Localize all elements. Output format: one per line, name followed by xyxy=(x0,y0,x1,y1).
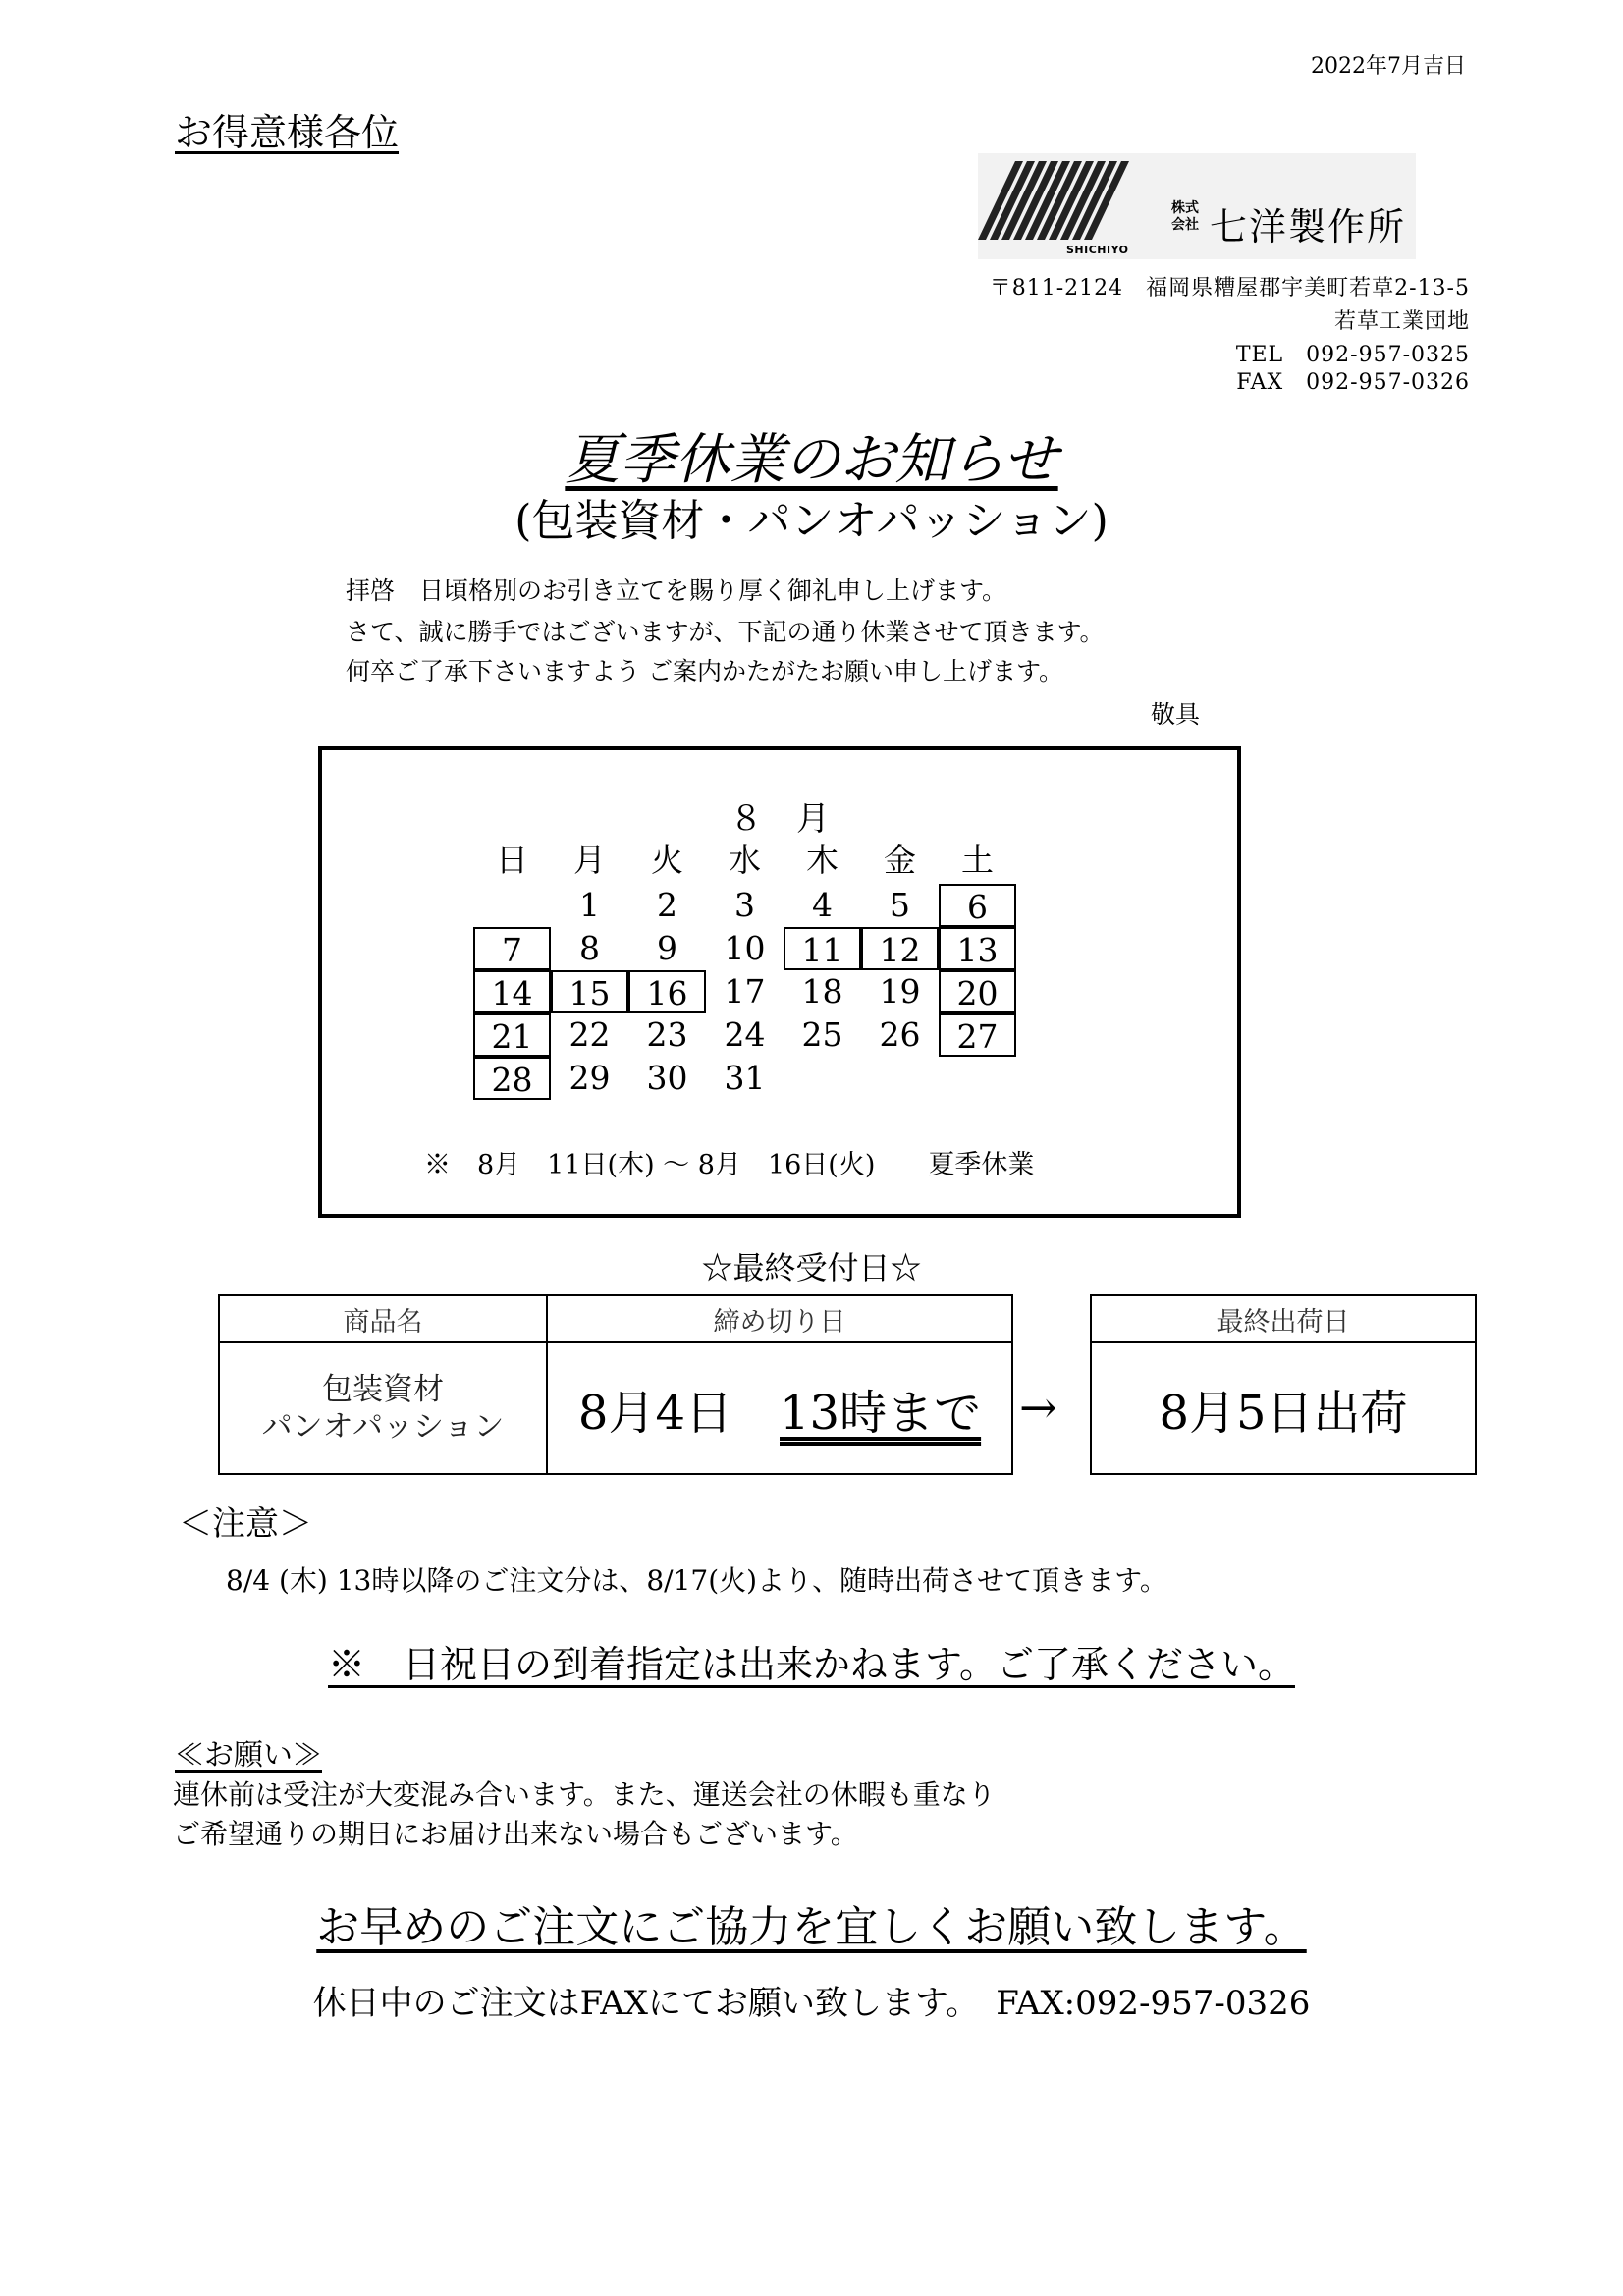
request-line: ご希望通りの期日にお届け出来ない場合もございます。 xyxy=(173,1818,858,1850)
important-notice-text: ※ 日祝日の到着指定は出来かねます。ご了承ください。 xyxy=(328,1643,1295,1686)
calendar-day-holiday: 11 xyxy=(784,927,861,970)
calendar-day-holiday: 28 xyxy=(473,1057,551,1100)
calendar-day: 18 xyxy=(801,972,843,1011)
deadline-title: ☆最終受付日☆ xyxy=(701,1249,922,1286)
calendar-weekday: 金 xyxy=(884,841,916,879)
calendar-day-holiday: 13 xyxy=(939,927,1016,970)
product-name: パンオパッション xyxy=(261,1409,505,1445)
calendar-day: 4 xyxy=(812,886,833,924)
calendar-day-holiday: 14 xyxy=(473,970,551,1013)
logo-kabushiki-text: 株式 会社 xyxy=(1171,200,1199,233)
closing-message xyxy=(0,1891,1623,1954)
holiday-fax-line: 休日中のご注文はFAXにてお願い致します。 FAX:092-957-0326 xyxy=(312,1984,1311,2023)
ship-date-value: 8月5日出荷 xyxy=(1091,1342,1476,1474)
company-logo xyxy=(978,153,1416,259)
fax-number: FAX 092-957-0326 xyxy=(1236,370,1470,395)
deadline-time: 13時まで xyxy=(780,1385,982,1441)
greeting-closing: 敬具 xyxy=(1151,700,1201,729)
calendar-day-holiday: 12 xyxy=(861,927,939,970)
deadline-cell xyxy=(547,1342,1012,1474)
calendar-day: 2 xyxy=(657,886,677,924)
notice-title xyxy=(0,416,1623,495)
calendar-weekday: 火 xyxy=(651,841,683,879)
recipient-heading: お得意様各位 xyxy=(175,111,400,154)
col-deadline-header: 締め切り日 xyxy=(547,1295,1012,1342)
deadline-table xyxy=(218,1294,1013,1475)
important-notice xyxy=(0,1634,1623,1688)
ship-date-table xyxy=(1090,1294,1477,1475)
calendar-day: 10 xyxy=(724,929,766,967)
notice-subtitle: (包装資材・パンオパッション) xyxy=(514,496,1109,546)
calendar-day-holiday: 15 xyxy=(551,970,628,1013)
col-ship-header: 最終出荷日 xyxy=(1091,1295,1476,1342)
greeting-line: さて、誠に勝手ではございますが、下記の通り休業させて頂きます。 xyxy=(346,618,1105,646)
calendar-weekday: 月 xyxy=(573,841,606,879)
calendar-day: 19 xyxy=(879,972,921,1011)
calendar-day-holiday: 20 xyxy=(939,970,1016,1013)
arrow-icon: → xyxy=(1019,1381,1057,1434)
calendar-day: 23 xyxy=(646,1015,688,1054)
calendar-day: 26 xyxy=(879,1015,921,1054)
calendar-weekday: 木 xyxy=(806,841,839,879)
calendar-day-holiday: 6 xyxy=(939,884,1016,927)
calendar-weekday: 日 xyxy=(496,841,528,879)
calendar-day: 29 xyxy=(568,1059,611,1097)
calendar-month: ８ 月 xyxy=(730,799,830,839)
logo-brand-text: SHICHIYO xyxy=(1066,244,1129,256)
greeting-line: 拝啓 日頃格別のお引き立てを賜り厚く御礼申し上げます。 xyxy=(346,576,1007,605)
calendar-day: 3 xyxy=(734,886,755,924)
calendar-day-holiday: 7 xyxy=(473,927,551,970)
logo-company-name: 七洋製作所 xyxy=(1210,205,1407,248)
calendar-day-holiday: 27 xyxy=(939,1013,1016,1057)
address-line: 〒811-2124 福岡県糟屋郡宇美町若草2-13-5 xyxy=(989,276,1470,301)
address-industrial-park: 若草工業団地 xyxy=(1333,309,1470,334)
notice-body: 8/4 (木) 13時以降のご注文分は、8/17(火)より、随時出荷させて頂きます。 xyxy=(226,1564,1167,1597)
document-date: 2022年7月吉日 xyxy=(1311,54,1466,79)
holiday-period-note: ※ 8月 11日(木) ～ 8月 16日(火) 夏季休業 xyxy=(424,1150,1035,1180)
calendar-day-holiday: 21 xyxy=(473,1013,551,1057)
calendar-day-holiday: 16 xyxy=(628,970,706,1013)
request-heading: ≪お願い≫ xyxy=(175,1738,322,1773)
calendar-day: 31 xyxy=(724,1059,766,1097)
notice-title-text: 夏季休業のお知らせ xyxy=(565,428,1058,492)
product-name: 包装資材 xyxy=(322,1372,444,1407)
request-line: 連休前は受注が大変混み合います。また、運送会社の休暇も重なり xyxy=(173,1778,996,1811)
calendar-day: 30 xyxy=(646,1059,688,1097)
calendar-day: 22 xyxy=(568,1015,611,1054)
calendar-day: 17 xyxy=(724,972,766,1011)
notice-heading: ＜注意＞ xyxy=(179,1504,312,1544)
calendar-day: 5 xyxy=(890,886,910,924)
calendar-day: 24 xyxy=(724,1015,766,1054)
calendar-day: 25 xyxy=(801,1015,843,1054)
calendar-day: 9 xyxy=(657,929,677,967)
product-name-cell xyxy=(219,1342,547,1474)
deadline-date: 8月4日 xyxy=(577,1385,780,1441)
closing-message-text: お早めのご注文にご協力を宜しくお願い致します。 xyxy=(316,1902,1307,1952)
calendar-day: 8 xyxy=(579,929,600,967)
greeting-line: 何卒ご了承下さいますよう ご案内かたがたお願い申し上げます。 xyxy=(346,657,1063,685)
calendar-box xyxy=(318,746,1241,1218)
col-product-header: 商品名 xyxy=(219,1295,547,1342)
phone-number: TEL 092-957-0325 xyxy=(1235,343,1470,367)
calendar-weekday: 水 xyxy=(729,841,761,879)
calendar-day: 1 xyxy=(579,886,600,924)
calendar-weekday: 土 xyxy=(961,841,994,879)
